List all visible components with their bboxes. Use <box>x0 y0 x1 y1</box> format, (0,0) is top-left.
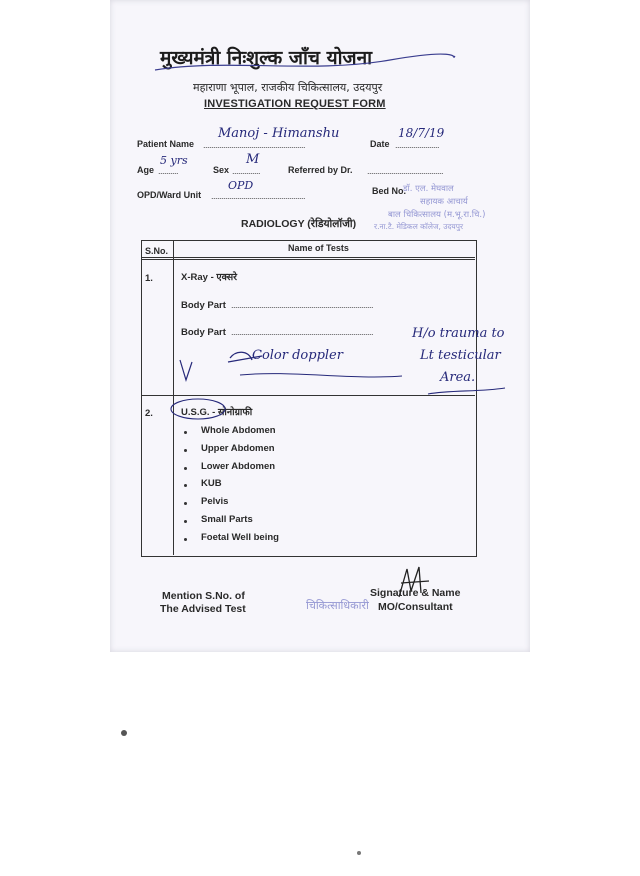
table-header-divider <box>141 257 475 258</box>
speck-mark-2 <box>357 851 361 855</box>
bullet-icon <box>184 449 187 452</box>
form-title: INVESTIGATION REQUEST FORM <box>204 98 386 110</box>
stamp-line-2: सहायक आचार्य <box>420 197 468 207</box>
mention-line-1: Mention S.No. of <box>162 590 245 602</box>
table-header-divider-2 <box>141 259 475 260</box>
usg-option: Lower Abdomen <box>201 460 276 472</box>
note-line-1: H/o trauma to <box>412 326 505 341</box>
opd-label: OPD/Ward Unit <box>137 190 202 200</box>
note-underline <box>420 380 510 400</box>
row2-sno: 2. <box>145 408 153 419</box>
age-label: Age <box>137 165 155 175</box>
bed-label: Bed No. <box>372 186 407 196</box>
stamp-bottom: चिकित्साधिकारी <box>306 599 369 612</box>
usg-label: U.S.G. - सोनोग्राफी <box>181 407 253 418</box>
col-header-name: Name of Tests <box>288 243 349 253</box>
patient-name-label: Patient Name <box>137 139 195 149</box>
bullet-icon <box>184 467 187 470</box>
stamp-line-3: बाल चिकित्सालय (म.भू.रा.चि.) <box>388 210 486 220</box>
mention-line-2: The Advised Test <box>160 603 246 615</box>
referred-label: Referred by Dr. <box>288 165 353 175</box>
opd-value: OPD <box>228 179 254 192</box>
handwritten-test: Color doppler <box>252 348 343 363</box>
signature-line-2: MO/Consultant <box>378 601 453 613</box>
speck-mark <box>121 730 127 736</box>
usg-option: Foetal Well being <box>201 531 279 543</box>
opd-dots: ............................................... <box>211 191 306 201</box>
scheme-title: मुख्यमंत्री निःशुल्क जाँच योजना <box>160 47 373 69</box>
signature-scribble <box>395 563 435 601</box>
xray-label: X-Ray - एक्सरे <box>181 272 238 283</box>
stamp-line-4: र.ना.टै. मेडिकल कॉलेज, उदयपुर <box>374 222 464 231</box>
signature-line-1: Signature & Name <box>370 587 461 599</box>
usg-option: KUB <box>201 478 222 490</box>
note-line-2: Lt testicular <box>420 348 501 363</box>
sex-dots: .............. <box>232 166 261 176</box>
bullet-icon <box>184 538 187 541</box>
age-dots: .......... <box>158 166 179 176</box>
body-part-1-label: Body Part <box>181 300 226 311</box>
hospital-name: महाराणा भूपाल, राजकीय चिकित्सालय, उदयपुर <box>193 81 383 94</box>
sex-value: M <box>246 152 260 167</box>
sex-label: Sex <box>213 165 230 175</box>
usg-option: Small Parts <box>201 514 253 525</box>
handwritten-test-strokes <box>170 340 410 388</box>
body-part-2-dots: ....................................................................... <box>231 327 374 337</box>
note-line-3: Area. <box>440 370 476 385</box>
patient-name-value: Manoj - Himanshu <box>218 126 340 141</box>
date-value: 18/7/19 <box>398 126 445 140</box>
date-dots: ...................... <box>395 140 440 150</box>
radiology-heading: RADIOLOGY (रेडियोलॉजी) <box>241 218 357 230</box>
usg-option: Pelvis <box>201 496 229 508</box>
usg-option: Whole Abdomen <box>201 425 276 436</box>
title-strike-scribble <box>150 48 460 78</box>
referred-dots: ...................................... <box>367 166 444 176</box>
usg-option: Upper Abdomen <box>201 442 275 454</box>
usg-circle-mark <box>168 395 228 423</box>
bullet-icon <box>184 520 187 523</box>
patient-name-dots: ................................................... <box>203 140 306 150</box>
stamp-line-1: डॉ. एल. मेघवाल <box>403 184 454 194</box>
body-part-1-dots: ....................................................................... <box>231 300 374 310</box>
age-value: 5 yrs <box>160 154 188 167</box>
date-label: Date <box>370 139 390 149</box>
col-header-sno: S.No. <box>145 246 169 256</box>
body-part-2-label: Body Part <box>181 327 226 338</box>
row1-sno: 1. <box>145 273 153 284</box>
bullet-icon <box>184 431 187 434</box>
